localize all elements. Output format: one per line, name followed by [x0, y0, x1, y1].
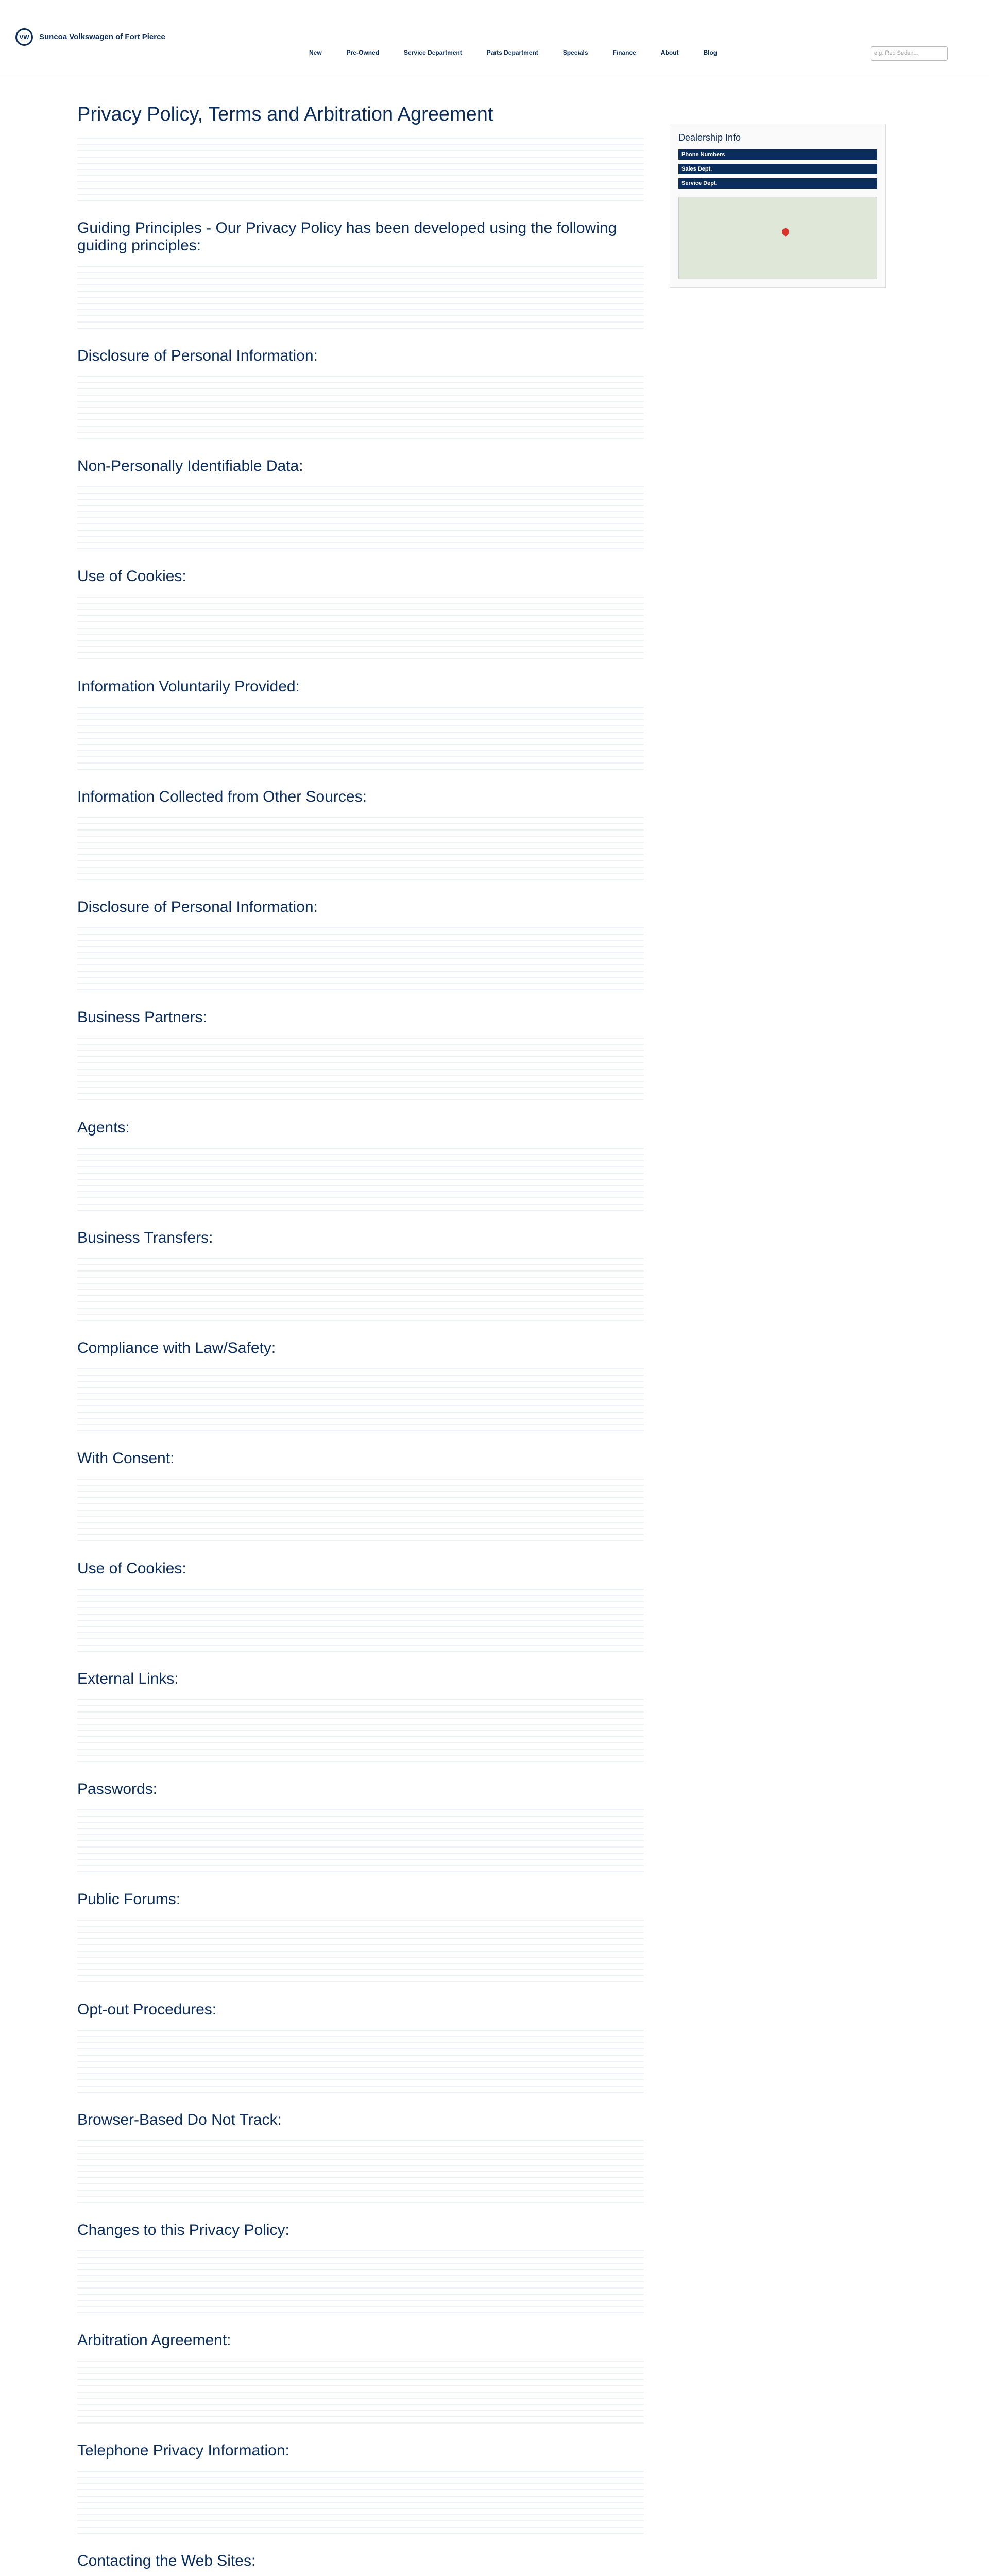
section-text-placeholder: [77, 1253, 644, 1325]
search-input[interactable]: e.g. Red Sedan...: [871, 46, 948, 61]
section-text-placeholder: [77, 2245, 644, 2317]
section-heading: Guiding Principles - Our Privacy Policy has been developed using the following guiding principles:: [77, 219, 617, 254]
section-heading: With Consent:: [77, 1450, 175, 1467]
section-heading: Compliance with Law/Safety:: [77, 1340, 276, 1357]
page-title: Privacy Policy, Terms and Arbitration Agreement: [77, 104, 493, 125]
nav-service[interactable]: Service Department: [404, 49, 462, 56]
section-text-placeholder: [77, 1473, 644, 1546]
intro-text-placeholder: [77, 133, 644, 205]
nav-parts[interactable]: Parts Department: [486, 49, 538, 56]
section-heading: Business Partners:: [77, 1009, 207, 1026]
section-heading: Disclosure of Personal Information:: [77, 899, 318, 916]
nav-about[interactable]: About: [660, 49, 679, 56]
sidebar-title: Dealership Info: [678, 132, 741, 143]
section-text-placeholder: [77, 922, 644, 994]
map-pin-icon: [780, 227, 791, 237]
brand[interactable]: [15, 28, 165, 46]
nav-finance[interactable]: Finance: [612, 49, 636, 56]
hours-group-service: Service Dept.: [678, 178, 877, 189]
section-text-placeholder: [77, 261, 644, 333]
section-heading: Contacting the Web Sites:: [77, 2552, 256, 2569]
section-heading: Opt-out Procedures:: [77, 2001, 217, 2018]
section-heading: Use of Cookies:: [77, 1560, 186, 1577]
dealership-info-panel: [670, 124, 886, 288]
brand-name: Suncoa Volkswagen of Fort Pierce: [39, 32, 165, 41]
section-heading: Use of Cookies:: [77, 568, 186, 585]
site-header: [0, 0, 989, 77]
section-text-placeholder: [77, 1363, 644, 1435]
hours-group-phones: Phone Numbers: [678, 149, 877, 160]
section-heading: Information Collected from Other Sources:: [77, 788, 367, 805]
section-text-placeholder: [77, 812, 644, 884]
section-text-placeholder: [77, 1143, 644, 1215]
section-text-placeholder: [77, 481, 644, 553]
section-heading: Non-Personally Identifiable Data:: [77, 457, 303, 474]
nav-pre-owned[interactable]: Pre-Owned: [346, 49, 380, 56]
main-nav: [309, 49, 717, 56]
section-heading: Business Transfers:: [77, 1229, 213, 1246]
section-text-placeholder: [77, 1694, 644, 1766]
section-heading: Telephone Privacy Information:: [77, 2442, 289, 2459]
section-heading: Arbitration Agreement:: [77, 2332, 231, 2349]
section-heading: External Links:: [77, 1670, 179, 1687]
nav-blog[interactable]: Blog: [703, 49, 718, 56]
section-text-placeholder: [77, 1584, 644, 1656]
main-content: [77, 95, 644, 2576]
section-text-placeholder: [77, 591, 644, 664]
dealership-map[interactable]: [678, 197, 877, 279]
nav-specials[interactable]: Specials: [562, 49, 588, 56]
section-text-placeholder: [77, 2135, 644, 2207]
section-text-placeholder: [77, 371, 644, 443]
section-text-placeholder: [77, 1032, 644, 1105]
hours-group-sales: Sales Dept.: [678, 164, 877, 174]
section-heading: Passwords:: [77, 1781, 158, 1798]
nav-new[interactable]: New: [309, 49, 322, 56]
section-heading: Browser-Based Do Not Track:: [77, 2111, 282, 2128]
section-heading: Disclosure of Personal Information:: [77, 347, 318, 364]
section-text-placeholder: [77, 2355, 644, 2428]
section-text-placeholder: [77, 2025, 644, 2097]
section-text-placeholder: [77, 1914, 644, 1987]
section-text-placeholder: [77, 2466, 644, 2538]
section-text-placeholder: [77, 702, 644, 774]
section-heading: Information Voluntarily Provided:: [77, 678, 300, 695]
section-text-placeholder: [77, 1804, 644, 1876]
section-heading: Public Forums:: [77, 1891, 181, 1908]
vw-logo-icon: VW: [15, 28, 33, 46]
section-heading: Changes to this Privacy Policy:: [77, 2222, 289, 2239]
section-heading: Agents:: [77, 1119, 130, 1136]
